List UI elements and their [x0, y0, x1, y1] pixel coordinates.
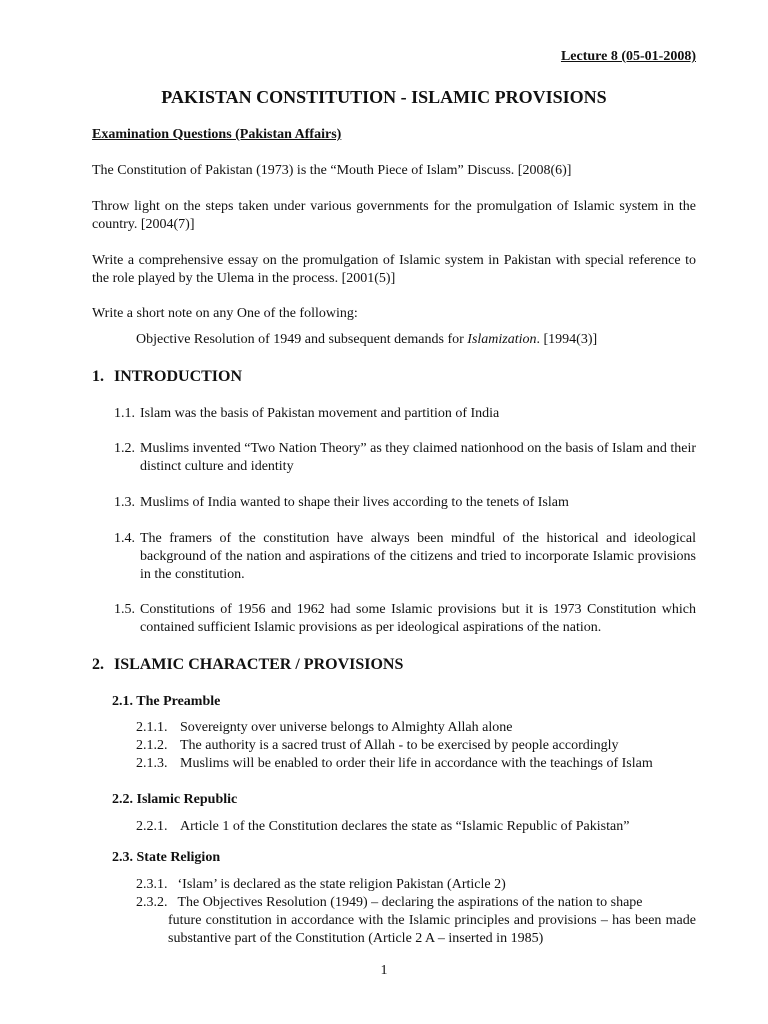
exam-question-4a-pre: Objective Resolution of 1949 and subsequent demands for — [136, 332, 468, 347]
exam-questions-heading: Examination Questions (Pakistan Affairs) — [92, 127, 342, 142]
list-item-text: The Objectives Resolution (1949) – declaring the aspirations of the nation to shape — [177, 895, 643, 910]
lecture-label: Lecture 8 (05-01-2008) — [560, 49, 696, 64]
list-item-2-3-1 — [136, 876, 696, 894]
list-item-text: Muslims will be enabled to order their life in accordance with the teachings of Islam — [180, 756, 653, 771]
section-1-title: INTRODUCTION — [114, 368, 243, 385]
subsection-2-2-heading: 2.2. Islamic Republic — [112, 792, 238, 807]
list-item-text: Constitutions of 1956 and 1962 had some Islamic provisions but it is 1973 Constitution which contained sufficient Islamic provisions as per ideological aspirations of the nation. — [140, 602, 696, 635]
list-item-text: Sovereignty over universe belongs to Almighty Allah alone — [180, 720, 513, 735]
list-item-number: 1.2. — [114, 441, 135, 456]
list-item-1-5 — [114, 601, 696, 637]
subsection-2-3-heading: 2.3. State Religion — [112, 850, 221, 865]
page-title: PAKISTAN CONSTITUTION - ISLAMIC PROVISIONS — [161, 87, 607, 107]
list-item-2-1-3 — [136, 755, 696, 773]
list-item-2-1-2 — [136, 737, 696, 755]
section-2-title: ISLAMIC CHARACTER / PROVISIONS — [114, 656, 404, 673]
list-item-text: ‘Islam’ is declared as the state religion Pakistan (Article 2) — [177, 877, 506, 892]
list-item-number: 2.1.2. — [136, 738, 168, 753]
list-item-text: Muslims of India wanted to shape their lives according to the tenets of Islam — [140, 495, 569, 510]
subsection-2-1-heading: 2.1. The Preamble — [112, 694, 221, 709]
list-item-text: Article 1 of the Constitution declares the state as “Islamic Republic of Pakistan” — [180, 819, 630, 834]
list-item-text: Islam was the basis of Pakistan movement and partition of India — [140, 406, 500, 421]
list-item-number: 1.5. — [114, 602, 135, 617]
list-item-2-1-1 — [136, 719, 696, 737]
exam-question-3: Write a comprehensive essay on the promulgation of Islamic system in Pakistan with special reference to the role played by the Ulema in the process. [2001(5)] — [92, 253, 696, 286]
list-item-text-continued: future constitution in accordance with the Islamic principles and provisions – has been made substantive part of the Constitution (Article 2 A – inserted in 1985) — [168, 913, 696, 946]
list-item-number: 1.3. — [114, 495, 135, 510]
exam-question-4: Write a short note on any One of the following: — [92, 306, 358, 321]
page-number: 1 — [380, 963, 388, 978]
exam-question-4a — [136, 331, 597, 349]
exam-question-4a-post: . [1994(3)] — [536, 332, 598, 347]
list-item-1-2 — [114, 440, 696, 476]
list-item-number: 1.1. — [114, 406, 135, 421]
list-item-1-1 — [114, 405, 696, 423]
list-item-number: 2.2.1. — [136, 819, 168, 834]
list-item-number: 2.1.1. — [136, 720, 168, 735]
exam-question-4a-em: Islamization — [467, 332, 537, 347]
list-item-number: 2.3.2. — [136, 895, 168, 910]
section-1-number: 1. — [92, 368, 104, 385]
section-2-heading — [92, 655, 403, 675]
list-item-text: The framers of the constitution have always been mindful of the historical and ideological background of the nation and aspirations of the citizens and tried to incorporate Islamic provisions in the constitution. — [140, 531, 696, 582]
list-item-1-3 — [114, 494, 696, 512]
section-1-heading — [92, 367, 242, 387]
list-item-2-2-1 — [136, 818, 696, 836]
list-item-number: 2.3.1. — [136, 877, 168, 892]
list-item-number: 2.1.3. — [136, 756, 168, 771]
list-item-1-4 — [114, 530, 696, 584]
list-item-text: Muslims invented “Two Nation Theory” as they claimed nationhood on the basis of Islam and their distinct culture and identity — [140, 441, 696, 474]
exam-question-1: The Constitution of Pakistan (1973) is the “Mouth Piece of Islam” Discuss. [2008(6)] — [92, 163, 572, 178]
list-item-text: The authority is a sacred trust of Allah - to be exercised by people accordingly — [180, 738, 619, 753]
exam-question-2: Throw light on the steps taken under various governments for the promulgation of Islamic system in the country. [2004(7)] — [92, 199, 696, 232]
list-item-number: 1.4. — [114, 531, 135, 546]
section-2-number: 2. — [92, 656, 104, 673]
list-item-2-3-2 — [136, 894, 696, 948]
